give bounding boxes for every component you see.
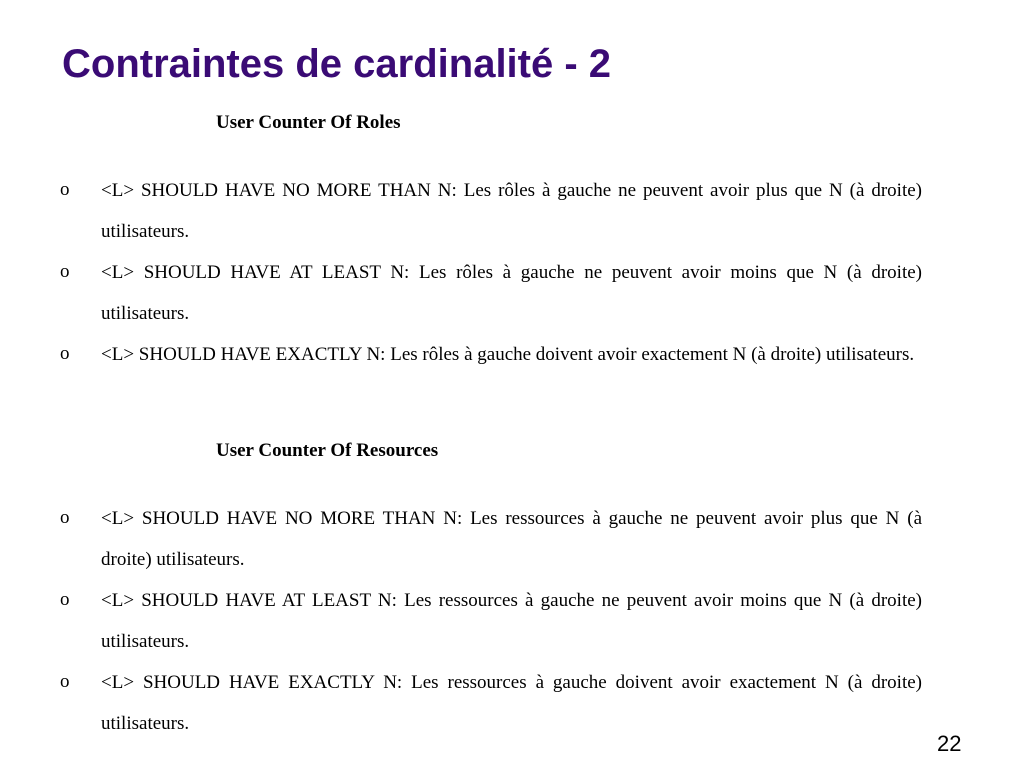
list-item-text: <L> SHOULD HAVE EXACTLY N: Les rôles à gauche doivent avoir exactement N (à droite) utilisateurs. [101, 344, 915, 365]
section-heading-resources: User Counter Of Resources [216, 440, 439, 461]
list-item-text: <L> SHOULD HAVE NO MORE THAN N: Les rôles à gauche ne peuvent avoir plus que N (à droite) utilisateurs. [101, 180, 922, 242]
list-item-text: <L> SHOULD HAVE EXACTLY N: Les ressources à gauche doivent avoir exactement N (à droite) utilisateurs. [101, 672, 922, 734]
list-item-text: <L> SHOULD HAVE AT LEAST N: Les ressources à gauche ne peuvent avoir moins que N (à droite) utilisateurs. [101, 590, 922, 652]
bullet-marker-icon: o [60, 589, 70, 610]
bullet-marker-icon: o [60, 507, 70, 528]
page-number: 22 [937, 731, 962, 756]
bullet-marker-icon: o [60, 179, 70, 200]
bullet-list-roles [60, 170, 922, 375]
list-item [60, 334, 922, 375]
list-item [60, 662, 922, 744]
bullet-marker-icon: o [60, 671, 70, 692]
bullet-list-resources [60, 498, 922, 744]
slide-title: Contraintes de cardinalité - 2 [62, 42, 612, 86]
list-item [60, 252, 922, 334]
list-item [60, 498, 922, 580]
list-item-text: <L> SHOULD HAVE AT LEAST N: Les rôles à gauche ne peuvent avoir moins que N (à droite) utilisateurs. [101, 262, 922, 324]
bullet-marker-icon: o [60, 261, 70, 282]
list-item-text: <L> SHOULD HAVE NO MORE THAN N: Les ressources à gauche ne peuvent avoir plus que N (à droite) utilisateurs. [101, 508, 922, 570]
section-heading-roles: User Counter Of Roles [216, 112, 401, 133]
bullet-marker-icon: o [60, 343, 70, 364]
list-item [60, 170, 922, 252]
list-item [60, 580, 922, 662]
